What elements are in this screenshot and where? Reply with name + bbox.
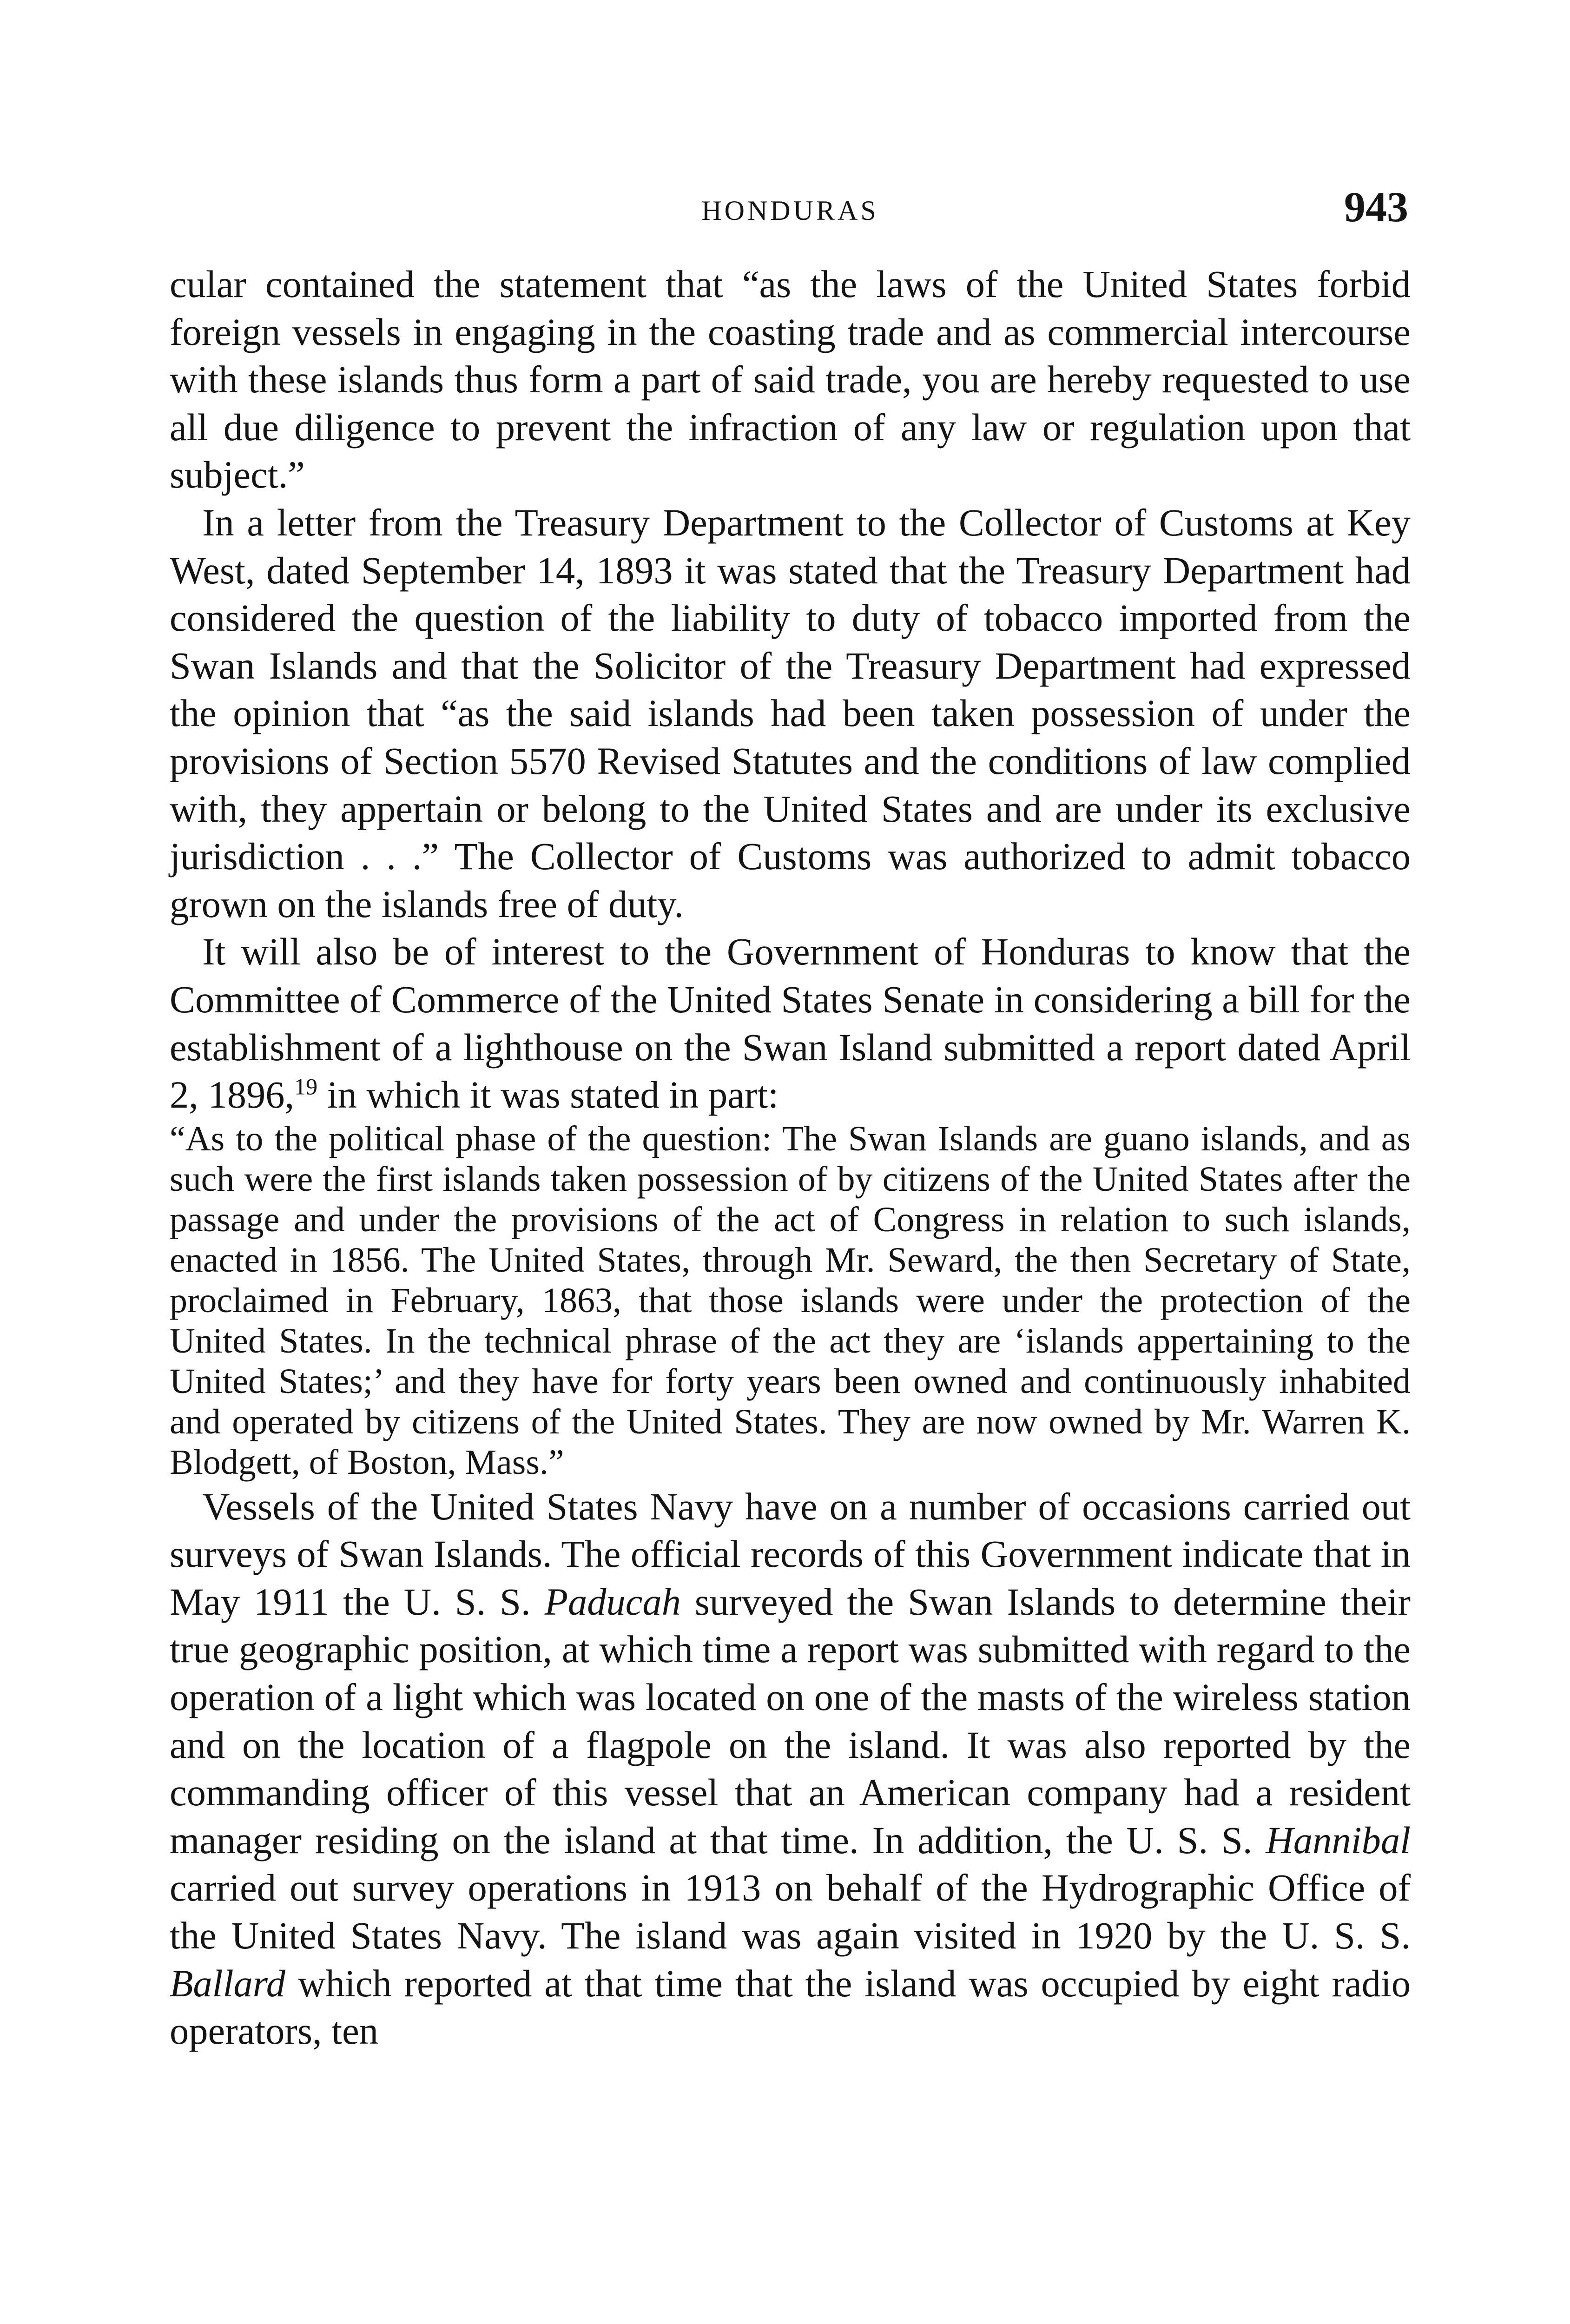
running-head xyxy=(172,184,1408,235)
body-text xyxy=(170,260,1411,2055)
paragraph-4-text-d: which reported at that time that the island was occupied by eight radio operators, ten xyxy=(170,1961,1411,2053)
paragraph-4-text-c: carried out survey operations in 1913 on behalf of the Hydrographic Office of the United States Navy. The island was again visited in 1920 by the U. S. S. xyxy=(170,1866,1411,1957)
paragraph-continuation xyxy=(170,260,1411,499)
ship-name-paducah: Paducah xyxy=(544,1580,681,1623)
block-quote xyxy=(170,1119,1411,1483)
paragraph-4-text-b: surveyed the Swan Islands to determine their true geographic position, at which time a report was submitted with regard to the operation of a light which was located on one of the masts of the wireless station and on the location of a flagpole on the island. It was also reported by the commanding officer of this vessel that an American company had a resident manager residing on the island at that time. In addition, the U. S. S. xyxy=(170,1580,1411,1862)
running-title: HONDURAS xyxy=(701,195,879,226)
ship-name-ballard: Ballard xyxy=(170,1961,286,2005)
paragraph-4-text-a: Vessels of the United States Navy have on a number of occasions carried out surveys of Swan Islands. The official records of this Government indicate that in May 1911 the U. S. S. xyxy=(170,1485,1411,1623)
paragraph-1-text: cular contained the statement that “as the laws of the United States forbid foreign vessels in engaging in the coasting trade and as commercial intercourse with these islands thus form a part of said trade, you are hereby requested to use all due diligence to prevent the infraction of any law or regulation upon that subject.” xyxy=(170,263,1411,496)
block-quote-text: “As to the political phase of the question: The Swan Islands are guano islands, and as such were the first islands taken possession of by citizens of the United States after the passage and under the provisions of the act of Congress in relation to such islands, enacted in 1856. The United States, through Mr. Seward, the then Secretary of State, proclaimed in February, 1863, that those islands were under the protection of the United States. In the technical phrase of the act they are ‘islands appertaining to the United States;’ and they have for forty years been owned and continuously inhabited and operated by citizens of the United States. They are now owned by Mr. Warren K. Blodgett, of Boston, Mass.” xyxy=(170,1119,1411,1482)
footnote-reference: 19 xyxy=(294,1073,318,1100)
page-number: 943 xyxy=(1344,183,1408,231)
paragraph-senate-report xyxy=(170,928,1411,1118)
paragraph-2-text: In a letter from the Treasury Department to the Collector of Customs at Key West, dated September 14, 1893 it was stated that the Treasury Department had considered the question of the liability to duty of tobacco imported from the Swan Islands and that the Solicitor of the Treasury Department had expressed the opinion that “as the said islands had been taken possession of under the provisions of Section 5570 Revised Statutes and the conditions of law complied with, they appertain or belong to the United States and are under its exclusive jurisdiction . . .” The Collector of Customs was authorized to admit tobacco grown on the islands free of duty. xyxy=(170,501,1411,925)
paragraph-3-text-a: It will also be of interest to the Government of Honduras to know that the Committee of Commerce of the United States Senate in considering a bill for the establishment of a lighthouse on the Swan Island submitted a report dated April 2, 1896, xyxy=(170,930,1411,1116)
paragraph-navy-surveys xyxy=(170,1483,1411,2055)
ship-name-hannibal: Hannibal xyxy=(1266,1818,1411,1862)
paragraph-treasury-letter xyxy=(170,499,1411,928)
paragraph-3-text-b: in which it was stated in part: xyxy=(317,1073,779,1116)
